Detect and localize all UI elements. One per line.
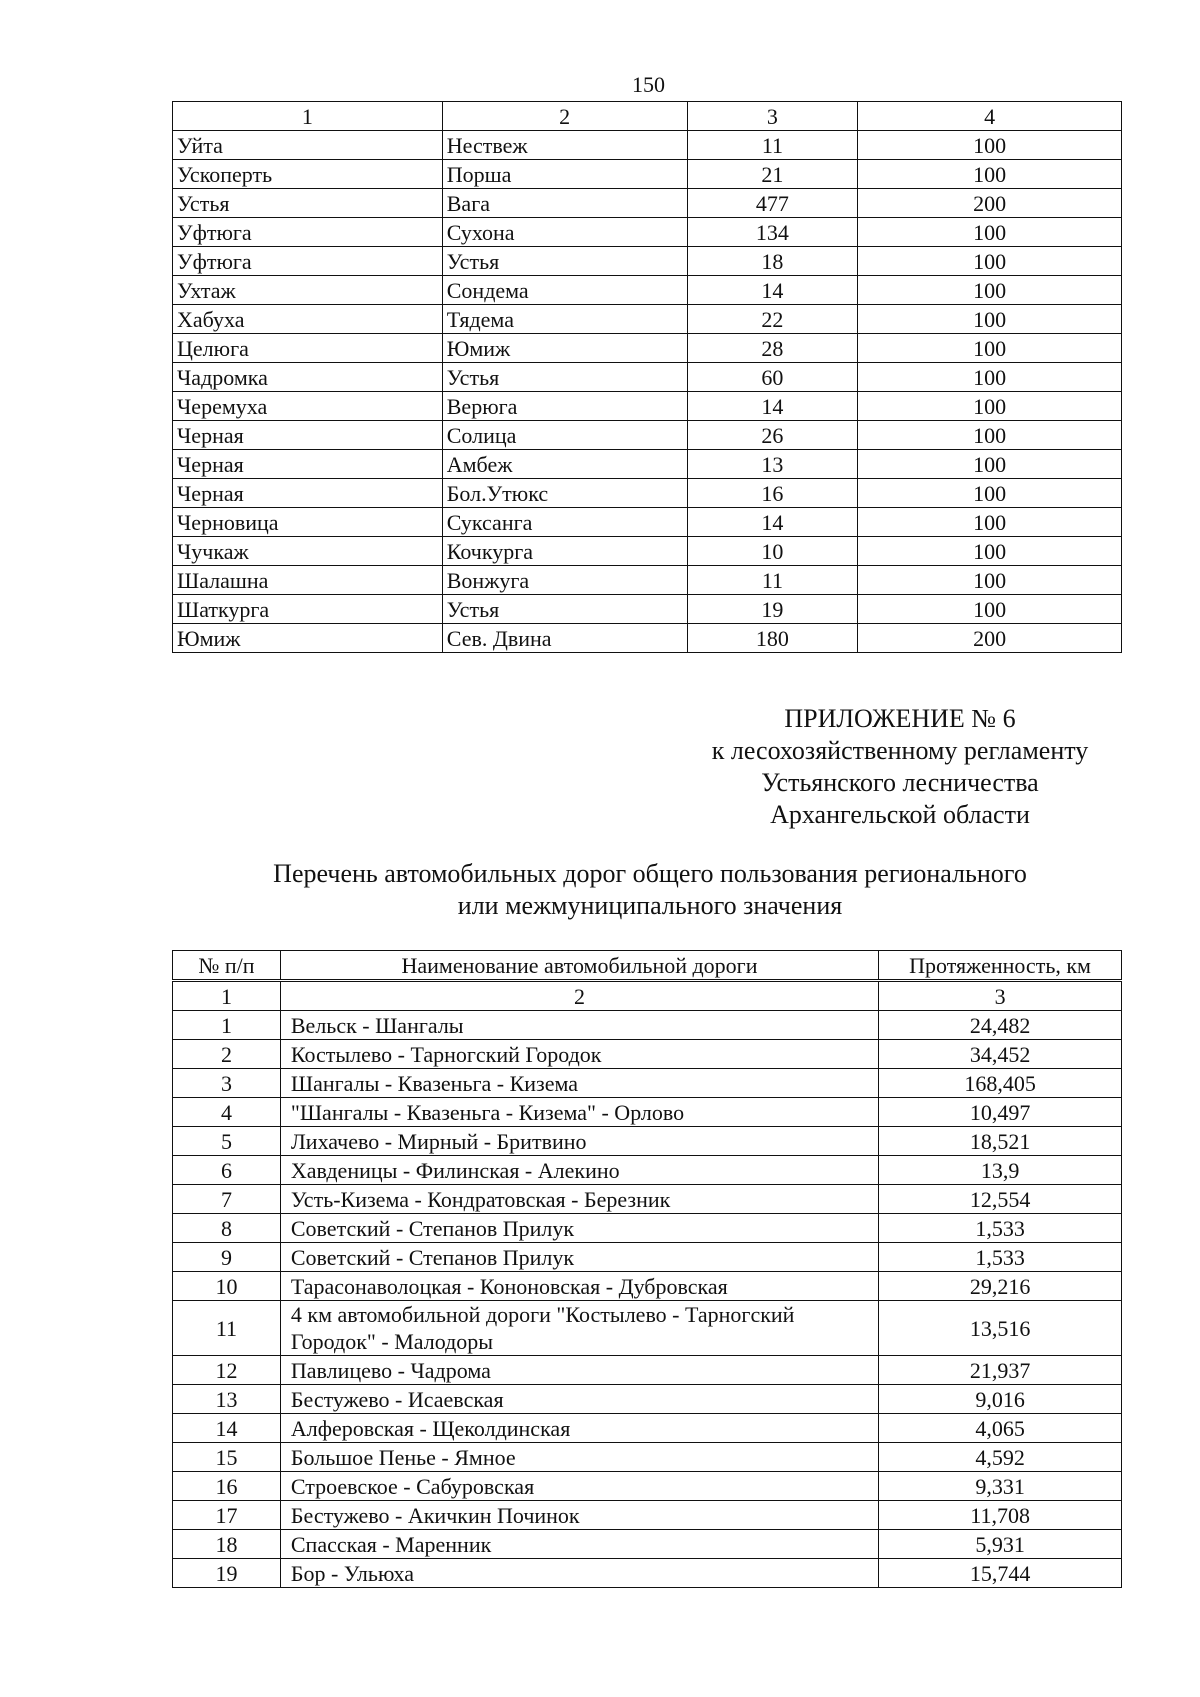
page-number: 150: [632, 72, 665, 97]
protection-width: 100: [858, 305, 1122, 334]
river-mouth: Сев. Двина: [442, 624, 687, 653]
river-name: Ухтаж: [173, 276, 443, 305]
road-length: 1,533: [879, 1243, 1122, 1272]
protection-width: 100: [858, 363, 1122, 392]
road-name: Усть-Кизема - Кондратовская - Березник: [280, 1185, 878, 1214]
road-number: 19: [173, 1559, 281, 1588]
road-length: 4,065: [879, 1414, 1122, 1443]
river-name: Шалашна: [173, 566, 443, 595]
road-name: Павлицево - Чадрома: [280, 1356, 878, 1385]
document-title-line-2: или межмуниципального значения: [457, 891, 843, 920]
river-name: Юмиж: [173, 624, 443, 653]
table-row: [173, 1559, 1122, 1588]
roads-header-row: [173, 951, 1122, 980]
road-number: 4: [173, 1098, 281, 1127]
table-row: [173, 595, 1122, 624]
road-number: 15: [173, 1443, 281, 1472]
road-name: Советский - Степанов Прилук: [280, 1214, 878, 1243]
river-length: 134: [687, 218, 858, 247]
road-number: 12: [173, 1356, 281, 1385]
table-row: [173, 160, 1122, 189]
table-row: [173, 247, 1122, 276]
river-mouth: Вонжуга: [442, 566, 687, 595]
roads-numbering-1: 1: [173, 982, 281, 1011]
road-number: 7: [173, 1185, 281, 1214]
protection-width: 200: [858, 189, 1122, 218]
road-number: 3: [173, 1069, 281, 1098]
road-number: 18: [173, 1530, 281, 1559]
road-number: 2: [173, 1040, 281, 1069]
road-number: 6: [173, 1156, 281, 1185]
road-number: 17: [173, 1501, 281, 1530]
river-mouth: Устья: [442, 363, 687, 392]
road-name: Лихачево - Мирный - Бритвино: [280, 1127, 878, 1156]
river-name: Шаткурга: [173, 595, 443, 624]
rivers-table-body: [173, 131, 1122, 653]
river-mouth: Сондема: [442, 276, 687, 305]
table-row: [173, 1356, 1122, 1385]
road-length: 34,452: [879, 1040, 1122, 1069]
river-mouth: Верюга: [442, 392, 687, 421]
river-name: Уфтюга: [173, 247, 443, 276]
table-row: [173, 479, 1122, 508]
river-length: 18: [687, 247, 858, 276]
river-length: 14: [687, 276, 858, 305]
table-row: [173, 537, 1122, 566]
appendix-heading: [690, 703, 1110, 831]
protection-width: 100: [858, 479, 1122, 508]
protection-width: 100: [858, 566, 1122, 595]
river-name: Устья: [173, 189, 443, 218]
river-mouth: Амбеж: [442, 450, 687, 479]
river-name: Уйта: [173, 131, 443, 160]
road-name: Хавденицы - Филинская - Алекино: [280, 1156, 878, 1185]
river-name: Черновица: [173, 508, 443, 537]
road-name: Большое Пенье - Ямное: [280, 1443, 878, 1472]
table-row: [173, 1385, 1122, 1414]
protection-width: 100: [858, 450, 1122, 479]
protection-width: 100: [858, 160, 1122, 189]
road-name: 4 км автомобильной дороги "Костылево - Тарногский Городок" - Малодоры: [280, 1301, 878, 1356]
roads-numbering-2: 2: [280, 982, 878, 1011]
river-name: Чадромка: [173, 363, 443, 392]
road-length: 168,405: [879, 1069, 1122, 1098]
document-title-line-1: Перечень автомобильных дорог общего пользования регионального: [273, 859, 1027, 888]
protection-width: 100: [858, 421, 1122, 450]
table-row: [173, 1243, 1122, 1272]
roads-table-body: [173, 982, 1122, 1588]
river-length: 28: [687, 334, 858, 363]
river-mouth: Устья: [442, 595, 687, 624]
river-length: 11: [687, 566, 858, 595]
roads-header-name: Наименование автомобильной дороги: [280, 951, 878, 980]
roads-table-header: [172, 950, 1122, 980]
table-row: [173, 1069, 1122, 1098]
table-row: [173, 305, 1122, 334]
river-length: 10: [687, 537, 858, 566]
river-mouth: Порша: [442, 160, 687, 189]
river-mouth: Суксанга: [442, 508, 687, 537]
table-row: [173, 1214, 1122, 1243]
table-row: [173, 421, 1122, 450]
road-name: "Шангалы - Квазеньга - Кизема" - Орлово: [280, 1098, 878, 1127]
rivers-table: [172, 101, 1122, 653]
protection-width: 100: [858, 392, 1122, 421]
table-row: [173, 1472, 1122, 1501]
road-length: 4,592: [879, 1443, 1122, 1472]
river-length: 11: [687, 131, 858, 160]
table-row: [173, 363, 1122, 392]
table-row: [173, 1443, 1122, 1472]
roads-header-number: № п/п: [173, 951, 281, 980]
protection-width: 100: [858, 131, 1122, 160]
appendix-line-2: к лесохозяйственному регламенту: [711, 736, 1089, 765]
table-row: [173, 1156, 1122, 1185]
table-row: [173, 508, 1122, 537]
road-length: 9,016: [879, 1385, 1122, 1414]
river-length: 14: [687, 392, 858, 421]
road-length: 5,931: [879, 1530, 1122, 1559]
road-number: 1: [173, 1011, 281, 1040]
protection-width: 100: [858, 247, 1122, 276]
protection-width: 100: [858, 537, 1122, 566]
table-row: [173, 1098, 1122, 1127]
road-length: 12,554: [879, 1185, 1122, 1214]
river-length: 19: [687, 595, 858, 624]
table-row: [173, 392, 1122, 421]
rivers-header-col-1: 1: [173, 102, 443, 131]
road-number: 11: [173, 1301, 281, 1356]
road-name: Бестужево - Акичкин Починок: [280, 1501, 878, 1530]
river-length: 26: [687, 421, 858, 450]
road-name: Бестужево - Исаевская: [280, 1385, 878, 1414]
road-number: 8: [173, 1214, 281, 1243]
river-length: 21: [687, 160, 858, 189]
river-name: Чучкаж: [173, 537, 443, 566]
table-row: [173, 1040, 1122, 1069]
river-length: 13: [687, 450, 858, 479]
river-mouth: Юмиж: [442, 334, 687, 363]
roads-numbering-row: [173, 982, 1122, 1011]
road-length: 18,521: [879, 1127, 1122, 1156]
road-length: 29,216: [879, 1272, 1122, 1301]
road-name: Тарасонаволоцкая - Кононовская - Дубровская: [280, 1272, 878, 1301]
road-length: 21,937: [879, 1356, 1122, 1385]
river-name: Черная: [173, 421, 443, 450]
road-length: 9,331: [879, 1472, 1122, 1501]
protection-width: 100: [858, 276, 1122, 305]
table-row: [173, 1272, 1122, 1301]
road-length: 13,516: [879, 1301, 1122, 1356]
road-length: 11,708: [879, 1501, 1122, 1530]
road-name: Вельск - Шангалы: [280, 1011, 878, 1040]
table-row: [173, 624, 1122, 653]
road-number: 16: [173, 1472, 281, 1501]
appendix-line-4: Архангельской области: [770, 800, 1030, 829]
river-mouth: Сухона: [442, 218, 687, 247]
river-length: 22: [687, 305, 858, 334]
river-length: 477: [687, 189, 858, 218]
river-mouth: Тядема: [442, 305, 687, 334]
document-title: [180, 858, 1120, 922]
river-name: Черная: [173, 450, 443, 479]
protection-width: 100: [858, 334, 1122, 363]
roads-header-length: Протяженность, км: [879, 951, 1122, 980]
river-mouth: Бол.Утюкс: [442, 479, 687, 508]
protection-width: 100: [858, 595, 1122, 624]
river-length: 14: [687, 508, 858, 537]
road-number: 14: [173, 1414, 281, 1443]
road-length: 15,744: [879, 1559, 1122, 1588]
road-number: 10: [173, 1272, 281, 1301]
road-name: Шангалы - Квазеньга - Кизема: [280, 1069, 878, 1098]
table-row: [173, 189, 1122, 218]
table-row: [173, 1301, 1122, 1356]
table-row: [173, 1530, 1122, 1559]
appendix-number: ПРИЛОЖЕНИЕ № 6: [784, 704, 1016, 733]
river-mouth: Солица: [442, 421, 687, 450]
rivers-table-header-row: [173, 102, 1122, 131]
table-row: [173, 1414, 1122, 1443]
table-row: [173, 131, 1122, 160]
river-length: 180: [687, 624, 858, 653]
protection-width: 100: [858, 218, 1122, 247]
road-name: Алферовская - Щеколдинская: [280, 1414, 878, 1443]
road-number: 13: [173, 1385, 281, 1414]
river-mouth: Вага: [442, 189, 687, 218]
table-row: [173, 566, 1122, 595]
protection-width: 200: [858, 624, 1122, 653]
table-row: [173, 450, 1122, 479]
road-number: 5: [173, 1127, 281, 1156]
roads-numbering-3: 3: [879, 982, 1122, 1011]
table-row: [173, 276, 1122, 305]
table-row: [173, 218, 1122, 247]
road-number: 9: [173, 1243, 281, 1272]
river-length: 16: [687, 479, 858, 508]
rivers-header-col-2: 2: [442, 102, 687, 131]
table-row: [173, 1011, 1122, 1040]
table-row: [173, 1501, 1122, 1530]
road-name: Бор - Ульюха: [280, 1559, 878, 1588]
table-row: [173, 334, 1122, 363]
table-row: [173, 1127, 1122, 1156]
river-name: Целюга: [173, 334, 443, 363]
road-length: 13,9: [879, 1156, 1122, 1185]
river-mouth: Нествеж: [442, 131, 687, 160]
rivers-header-col-3: 3: [687, 102, 858, 131]
road-length: 1,533: [879, 1214, 1122, 1243]
river-name: Уфтюга: [173, 218, 443, 247]
roads-table: [172, 981, 1122, 1588]
road-length: 24,482: [879, 1011, 1122, 1040]
road-length: 10,497: [879, 1098, 1122, 1127]
appendix-line-3: Устьянского лесничества: [761, 768, 1039, 797]
road-name: Строевское - Сабуровская: [280, 1472, 878, 1501]
river-length: 60: [687, 363, 858, 392]
river-mouth: Кочкурга: [442, 537, 687, 566]
road-name: Советский - Степанов Прилук: [280, 1243, 878, 1272]
table-row: [173, 1185, 1122, 1214]
river-mouth: Устья: [442, 247, 687, 276]
road-name: Костылево - Тарногский Городок: [280, 1040, 878, 1069]
river-name: Ускоперть: [173, 160, 443, 189]
river-name: Хабуха: [173, 305, 443, 334]
protection-width: 100: [858, 508, 1122, 537]
road-name: Спасская - Маренник: [280, 1530, 878, 1559]
river-name: Черемуха: [173, 392, 443, 421]
rivers-header-col-4: 4: [858, 102, 1122, 131]
river-name: Черная: [173, 479, 443, 508]
